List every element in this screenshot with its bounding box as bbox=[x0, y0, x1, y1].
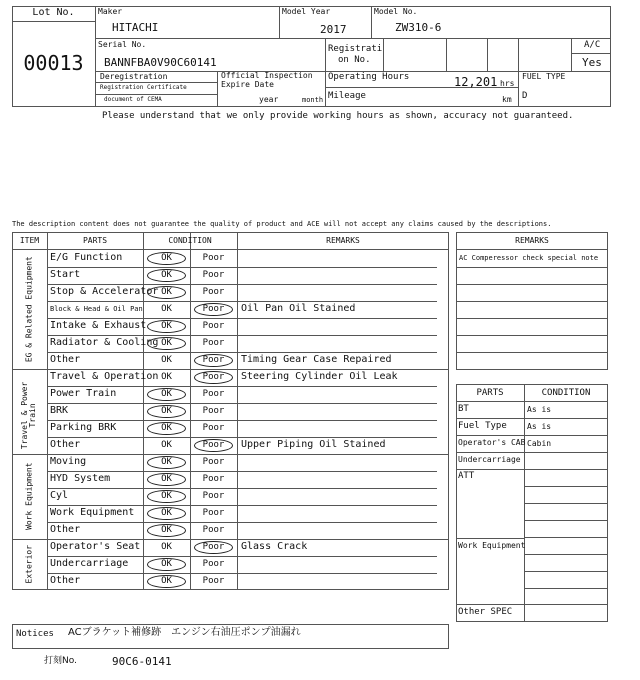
condition-mark bbox=[147, 524, 186, 537]
group-label: Travel & Power Train bbox=[19, 381, 37, 449]
condition-mark bbox=[194, 439, 233, 452]
serial-value: BANNFBA0V90C60141 bbox=[104, 56, 217, 69]
registration-label-2: on No. bbox=[338, 55, 371, 65]
part-label: Undercarriage bbox=[50, 558, 129, 569]
right-cond-line bbox=[524, 537, 608, 538]
condition-mark bbox=[147, 269, 186, 282]
header-remarks: REMARKS bbox=[326, 236, 360, 245]
poor-label: Poor bbox=[202, 474, 225, 484]
row-line bbox=[47, 522, 437, 523]
work-equipment-label: Work Equipment bbox=[458, 541, 526, 550]
condition-mark bbox=[194, 354, 233, 367]
condition-mark bbox=[194, 303, 233, 316]
row-line bbox=[47, 573, 437, 574]
ok-label: OK bbox=[161, 372, 172, 382]
part-label: Intake & Exhaust bbox=[50, 320, 147, 331]
row-line bbox=[47, 505, 437, 506]
part-label: Other bbox=[50, 354, 81, 365]
row-line bbox=[47, 301, 437, 302]
condition-mark bbox=[147, 473, 186, 486]
right-remarks-line bbox=[456, 335, 608, 336]
row-line bbox=[47, 267, 437, 268]
right-cond-line bbox=[524, 520, 608, 521]
ok-label: OK bbox=[161, 287, 172, 297]
part-label: BRK bbox=[50, 405, 69, 416]
right-remarks-line bbox=[456, 301, 608, 302]
condition-mark bbox=[147, 388, 186, 401]
model-no-value: ZW310-6 bbox=[395, 21, 442, 34]
right-cond-line bbox=[524, 469, 608, 470]
part-label: Other bbox=[50, 524, 81, 535]
condition-mark bbox=[194, 541, 233, 554]
condition-mark bbox=[147, 252, 186, 265]
model-no-label: Model No. bbox=[374, 7, 418, 16]
poor-label: Poor bbox=[202, 576, 225, 586]
month-label: month bbox=[302, 96, 324, 104]
right-condition-header: CONDITION bbox=[541, 388, 591, 398]
ok-label: OK bbox=[161, 559, 172, 569]
mileage-label: Mileage bbox=[328, 91, 366, 101]
part-label: Power Train bbox=[50, 388, 117, 399]
part-label: Parking BRK bbox=[50, 422, 117, 433]
ok-label: OK bbox=[161, 406, 172, 416]
group-line bbox=[12, 369, 449, 370]
ok-label: OK bbox=[161, 576, 172, 586]
ok-label: OK bbox=[161, 423, 172, 433]
group-label: Exterior bbox=[23, 544, 33, 583]
poor-label: Poor bbox=[202, 491, 225, 501]
right-cond-line bbox=[524, 503, 608, 504]
poor-label: Poor bbox=[202, 389, 225, 399]
notice-top: Please understand that we only provide working hours as shown, accuracy not guaranteed. bbox=[102, 111, 574, 121]
op-hours-value: 12,201 bbox=[454, 75, 498, 89]
row-line bbox=[47, 403, 437, 404]
ok-label: OK bbox=[161, 389, 172, 399]
right-cond-line bbox=[524, 588, 608, 589]
remark-text: Timing Gear Case Repaired bbox=[241, 354, 392, 365]
header-item: ITEM bbox=[19, 236, 40, 245]
poor-label: Poor bbox=[202, 270, 225, 280]
ok-label: OK bbox=[161, 304, 172, 314]
inspection-label-1: Official Inspection bbox=[221, 71, 313, 80]
poor-label: Poor bbox=[202, 355, 225, 365]
condition-mark bbox=[147, 405, 186, 418]
part-label: Work Equipment bbox=[50, 507, 135, 518]
header-condition: CONDITION bbox=[168, 236, 212, 245]
row-line bbox=[47, 386, 437, 387]
group-line bbox=[12, 454, 449, 455]
ok-label: OK bbox=[161, 270, 172, 280]
poor-label: Poor bbox=[202, 338, 225, 348]
right-cond-line bbox=[524, 486, 608, 487]
hrs-unit: hrs bbox=[500, 79, 515, 88]
poor-label: Poor bbox=[202, 508, 225, 518]
right-remarks-line bbox=[456, 284, 608, 285]
right-part-label: Fuel Type bbox=[458, 421, 507, 431]
row-line bbox=[47, 284, 437, 285]
remark-text: Glass Crack bbox=[241, 541, 308, 552]
right-part-label: BT bbox=[458, 404, 469, 414]
maker-value: HITACHI bbox=[112, 21, 159, 34]
lot-no-label: Lot No. bbox=[32, 7, 75, 18]
header-parts: PARTS bbox=[82, 236, 108, 245]
condition-mark bbox=[147, 490, 186, 503]
cema-label: document of CEMA bbox=[104, 96, 162, 103]
ok-label: OK bbox=[161, 338, 172, 348]
other-spec-label: Other SPEC bbox=[458, 607, 513, 617]
row-line bbox=[47, 352, 437, 353]
poor-label: Poor bbox=[202, 542, 225, 552]
ok-label: OK bbox=[161, 525, 172, 535]
right-remarks-line bbox=[456, 352, 608, 353]
condition-mark bbox=[147, 507, 186, 520]
row-line bbox=[47, 437, 437, 438]
part-label: Other bbox=[50, 439, 81, 450]
stamp-label: 打刻No. bbox=[44, 656, 77, 666]
part-label: Start bbox=[50, 269, 81, 280]
condition-mark bbox=[194, 371, 233, 384]
right-parts-header: PARTS bbox=[476, 388, 504, 398]
remark-text: Steering Cylinder Oil Leak bbox=[241, 371, 398, 382]
dereg-label: Deregistration bbox=[100, 72, 168, 81]
fuel-type-label: FUEL TYPE bbox=[522, 72, 566, 81]
poor-label: Poor bbox=[202, 440, 225, 450]
row-line bbox=[47, 318, 437, 319]
op-hours-label: Operating Hours bbox=[328, 72, 410, 82]
part-label: Other bbox=[50, 575, 81, 586]
model-year-label: Model Year bbox=[282, 7, 331, 16]
serial-label: Serial No. bbox=[98, 40, 147, 49]
remark-text: Upper Piping Oil Stained bbox=[241, 439, 386, 450]
part-label: HYD System bbox=[50, 473, 111, 484]
right-remarks-header: REMARKS bbox=[515, 236, 549, 245]
ok-label: OK bbox=[161, 508, 172, 518]
right-parts-line bbox=[456, 418, 608, 419]
notices-label: Notices bbox=[16, 629, 54, 639]
right-part-condition: As is bbox=[527, 405, 552, 414]
disclaimer: The description content does not guarantee the quality of product and ACE will not accept any claims caused by the descriptions. bbox=[12, 220, 552, 228]
right-parts-line bbox=[456, 435, 608, 436]
ac-label: A/C bbox=[584, 40, 601, 50]
part-label: Block & Head & Oil Pan bbox=[50, 305, 143, 313]
condition-mark bbox=[147, 558, 186, 571]
right-remarks-line bbox=[456, 267, 608, 268]
undercarriage-label: Undercarriage bbox=[458, 455, 521, 464]
poor-label: Poor bbox=[202, 321, 225, 331]
lot-no-value: 00013 bbox=[23, 51, 84, 75]
group-label: Work Equipment bbox=[23, 461, 33, 530]
part-label: E/G Function bbox=[50, 252, 123, 263]
right-part-label: Operator's CAB bbox=[458, 438, 526, 447]
right-remarks-text: AC Comperessor check special note bbox=[459, 254, 599, 262]
model-year-value: 2017 bbox=[320, 23, 347, 36]
poor-label: Poor bbox=[202, 253, 225, 263]
notices-text: ACブラケット補修跡 エンジン右油圧ポンプ油漏れ bbox=[68, 627, 301, 638]
ok-label: OK bbox=[161, 440, 172, 450]
part-label: Cyl bbox=[50, 490, 69, 501]
fuel-type-value: D bbox=[522, 91, 528, 101]
poor-label: Poor bbox=[202, 559, 225, 569]
ok-label: OK bbox=[161, 491, 172, 501]
group-label: EG & Related Equipment bbox=[23, 255, 33, 362]
year-label: year bbox=[259, 95, 279, 104]
ok-label: OK bbox=[161, 457, 172, 467]
right-remarks-line bbox=[456, 318, 608, 319]
ac-value: Yes bbox=[582, 56, 602, 69]
condition-mark bbox=[147, 575, 186, 588]
row-line bbox=[47, 420, 437, 421]
poor-label: Poor bbox=[202, 406, 225, 416]
km-unit: km bbox=[502, 95, 512, 104]
part-label: Operator's Seat bbox=[50, 541, 141, 552]
row-line bbox=[47, 488, 437, 489]
remark-text: Oil Pan Oil Stained bbox=[241, 303, 356, 314]
part-label: Stop & Accelerator bbox=[50, 286, 159, 297]
right-part-condition: Cabin bbox=[527, 439, 552, 448]
condition-mark bbox=[147, 320, 186, 333]
poor-label: Poor bbox=[202, 287, 225, 297]
poor-label: Poor bbox=[202, 525, 225, 535]
inspection-label-2: Expire Date bbox=[221, 80, 274, 89]
row-line bbox=[47, 471, 437, 472]
condition-mark bbox=[147, 456, 186, 469]
ok-label: OK bbox=[161, 253, 172, 263]
row-line bbox=[47, 335, 437, 336]
condition-mark bbox=[147, 337, 186, 350]
poor-label: Poor bbox=[202, 423, 225, 433]
ok-label: OK bbox=[161, 474, 172, 484]
group-line bbox=[12, 539, 449, 540]
right-cond-line bbox=[524, 554, 608, 555]
condition-mark bbox=[147, 422, 186, 435]
ok-label: OK bbox=[161, 542, 172, 552]
part-label: Radiator & Cooling bbox=[50, 337, 159, 348]
right-part-condition: As is bbox=[527, 422, 552, 431]
att-label: ATT bbox=[458, 471, 475, 481]
condition-mark bbox=[147, 286, 186, 299]
part-label: Moving bbox=[50, 456, 87, 467]
part-label: Travel & Operation bbox=[50, 371, 159, 382]
ok-label: OK bbox=[161, 321, 172, 331]
maker-label: Maker bbox=[98, 7, 123, 16]
reg-cert-label: Registration Certificate bbox=[100, 84, 187, 91]
poor-label: Poor bbox=[202, 457, 225, 467]
row-line bbox=[47, 556, 437, 557]
ok-label: OK bbox=[161, 355, 172, 365]
poor-label: Poor bbox=[202, 304, 225, 314]
stamp-value: 90C6-0141 bbox=[112, 655, 172, 668]
poor-label: Poor bbox=[202, 372, 225, 382]
registration-label-1: Registrati bbox=[328, 44, 383, 54]
right-cond-line bbox=[524, 571, 608, 572]
